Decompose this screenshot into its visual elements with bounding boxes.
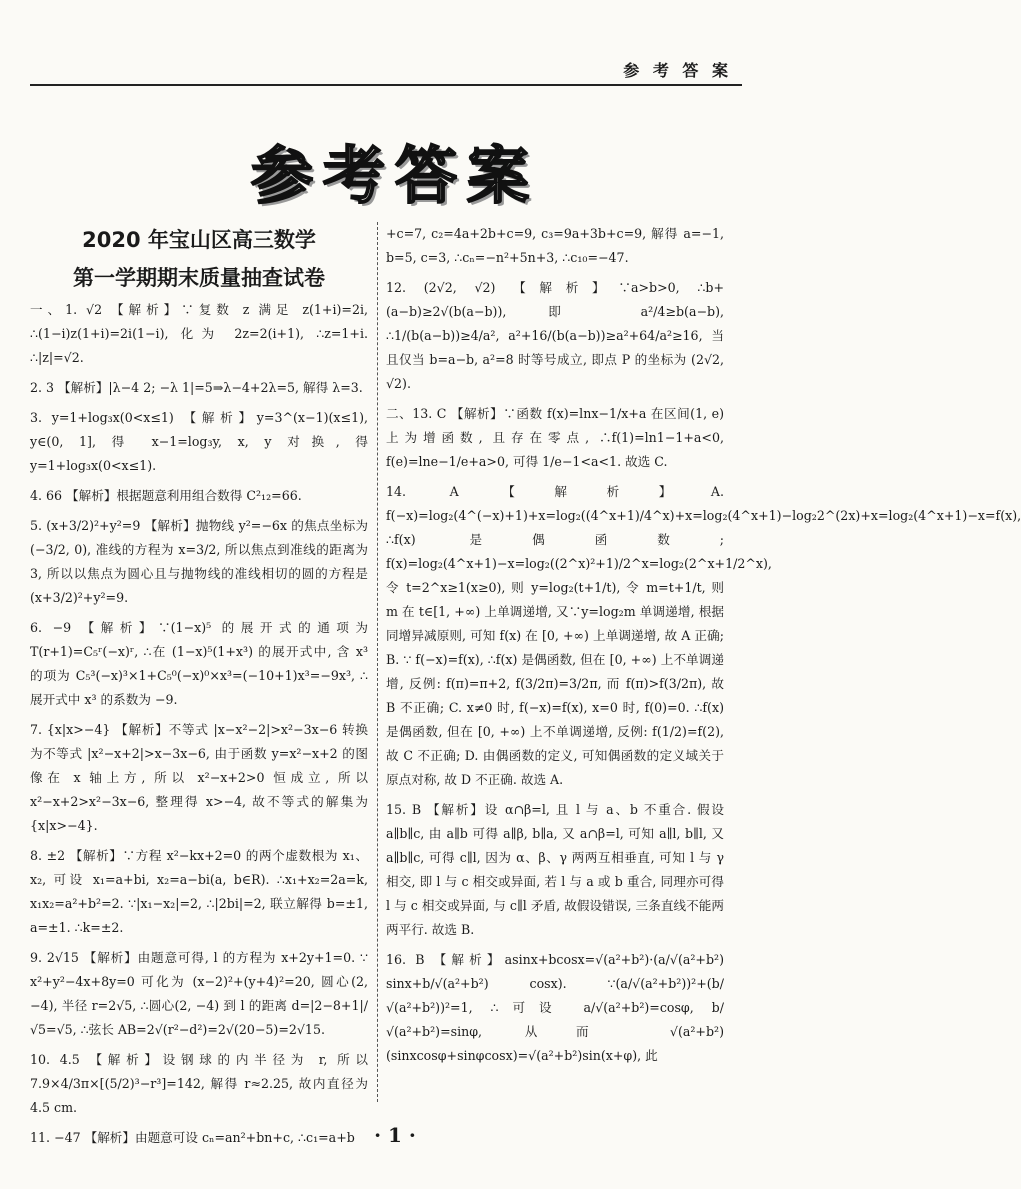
banner-title: 参考答案 xyxy=(250,139,539,212)
answer-item: 10. 4.5 【解析】设钢球的内半径为 r, 所以 7.9×4/3π×[(5/2)³−r³]=142, 解得 r≈2.25, 故内直径为 4.5 cm. xyxy=(30,1052,368,1115)
header-title: 参 考 答 案 xyxy=(623,61,732,80)
answer-item: 12. (2√2, √2) 【解析】∵a>b>0, ∴b+(a−b)≥2√(b(a−b)), 即 a²/4≥b(a−b), ∴1/(b(a−b))≥4/a², a²+16/(b(a−b))≥a²+64/a²≥16, 当且仅当 b=a−b, a²=8 时等号成立, 即点 P 的坐标为 (2√2, √2). xyxy=(386,280,724,391)
answer-item: 4. 66 【解析】根据题意利用组合数得 C²₁₂=66. xyxy=(30,488,302,503)
exam-title-line2: 第一学期期末质量抽查试卷 xyxy=(73,266,325,290)
answer-item: +c=7, c₂=4a+2b+c=9, c₃=9a+3b+c=9, 解得 a=−1, b=5, c=3, ∴cₙ=−n²+5n+3, ∴c₁₀=−47. xyxy=(386,226,724,265)
exam-title-line1: 2020 年宝山区高三数学 xyxy=(82,228,316,252)
answer-item: 9. 2√15 【解析】由题意可得, l 的方程为 x+2y+1=0. ∵ x²+y²−4x+8y=0 可化为 (x−2)²+(y+4)²=20, 圆心(2, −4), 半径 r=2√5, ∴圆心(2, −4) 到 l 的距离 d=|2−8+1|/√5=√5, ∴弦长 AB=2√(r²−d²)=2√(20−5)=2√15. xyxy=(30,950,368,1037)
column-divider xyxy=(377,222,378,1102)
answer-item: 2. 3 【解析】|λ−4 2; −λ 1|=5⇒λ−4+2λ=5, 解得 λ=3. xyxy=(30,380,363,395)
answer-item: 7. {x|x>−4} 【解析】不等式 |x−x²−2|>x²−3x−6 转换为不等式 |x²−x+2|>x−3x−6, 由于函数 y=x²−x+2 的图像在 x 轴上方, 所以 x²−x+2>0 恒成立, 所以 x²−x+2>x²−3x−6, 整理得 x>−4, 故不等式的解集为 {x|x>−4}. xyxy=(30,722,368,833)
answer-item: 16. B 【解析】asinx+bcosx=√(a²+b²)·(a/√(a²+b²) sinx+b/√(a²+b²) cosx). ∵(a/√(a²+b²))²+(b/√(a²+b²))²=1, ∴可设 a/√(a²+b²)=cosφ, b/√(a²+b²)=sinφ, 从而 √(a²+b²)(sinxcosφ+sinφcosx)=√(a²+b²)sin(x+φ), 此 xyxy=(386,952,724,1063)
answer-item: 6. −9 【解析】∵(1−x)⁵ 的展开式的通项为 T(r+1)=C₅ʳ(−x)ʳ, ∴在 (1−x)⁵(1+x³) 的展开式中, 含 x³ 的项为 C₅³(−x)³×1+C₅⁰(−x)⁰×x³=(−10+1)x³=−9x³, ∴展开式中 x³ 的系数为 −9. xyxy=(30,620,368,707)
answer-item: 11. −47 【解析】由题意可设 cₙ=an²+bn+c, ∴c₁=a+b xyxy=(30,1130,355,1145)
page-header xyxy=(30,50,742,86)
right-column xyxy=(386,222,1021,1109)
answer-item: 8. ±2 【解析】∵方程 x²−kx+2=0 的两个虚数根为 x₁、x₂, 可设 x₁=a+bi, x₂=a−bi(a, b∈R). ∴x₁+x₂=2a=k, x₁x₂=a²+b²=2. ∵|x₁−x₂|=2, ∴|2bi|=2, 联立解得 b=±1, a=±1. ∴k=±2. xyxy=(30,848,368,935)
page-number: · 1 · xyxy=(374,1123,416,1147)
answer-item: 14. A 【解析】A. f(−x)=log₂(4^(−x)+1)+x=log₂((4^x+1)/4^x)+x=log₂(4^x+1)−log₂2^(2x)+x=log₂(4^x+1)−x=f(x), ∴f(x) 是偶函数; f(x)=log₂(4^x+1)−x=log₂((2^x)²+1)/2^x=log₂(2^x+1/2^x), 令 t=2^x≥1(x≥0), 则 y=log₂(t+1/t), 令 m=t+1/t, 则 m 在 t∈[1, +∞) 上单调递增, 又∵y=log₂m 单调递增, 根据同增异减原则, 可知 f(x) 在 [0, +∞) 上单调递增, 故 A 正确; B. ∵ f(−x)=f(x), ∴f(x) 是偶函数, 但在 [0, +∞) 上不单调递增, 反例: f(π)=π+2, f(3/2π)=3/2π, 而 f(π)>f(3/2π), 故 B 不正确; C. x≠0 时, f(−x)=f(x), x=0 时, f(0)=0. ∴f(x) 是偶函数, 但在 [0, +∞) 上不单调递增, 反例: f(1/2)=f(2), 故 C 不正确; D. 由偶函数的定义, 可知偶函数的定义域关于原点对称, 故 D 不正确. 故选 A. xyxy=(386,484,1021,787)
answer-item: 二、13. C 【解析】∵函数 f(x)=lnx−1/x+a 在区间(1, e)上为增函数, 且存在零点, ∴f(1)=ln1−1+a<0, f(e)=lne−1/e+a>0, 可得 1/e−1<a<1. 故选 C. xyxy=(386,406,724,469)
left-column xyxy=(30,222,368,1145)
answer-item: 3. y=1+log₃x(0<x≤1) 【解析】y=3^(x−1)(x≤1), y∈(0, 1], 得 x−1=log₃y, x, y 对换, 得 y=1+log₃x(0<x≤1). xyxy=(30,410,368,473)
answer-item: 一、1. √2 【解析】∵复数 z 满足 z(1+i)=2i, ∴(1−i)z(1+i)=2i(1−i), 化为 2z=2(i+1), ∴z=1+i. ∴|z|=√2. xyxy=(30,302,368,365)
answer-item: 15. B 【解析】设 α∩β=l, 且 l 与 a、b 不重合. 假设 a∥b∥c, 由 a∥b 可得 a∥β, b∥a, 又 a∩β=l, 可知 a∥l, b∥l, 又 a∥b∥c, 可得 c∥l, 因为 α、β、γ 两两互相垂直, 可知 l 与 γ 相交, 即 l 与 c 相交或异面, 若 l 与 a 或 b 重合, 同理亦可得 l 与 c 相交或异面, 与 c∥l 矛盾, 故假设错误, 三条直线不能两两平行. 故选 B. xyxy=(386,802,724,937)
answer-item: 5. (x+3/2)²+y²=9 【解析】抛物线 y²=−6x 的焦点坐标为 (−3/2, 0), 准线的方程为 x=3/2, 所以焦点到准线的距离为 3, 所以以焦点为圆心且与抛物线的准线相切的圆的方程是 (x+3/2)²+y²=9. xyxy=(30,518,368,605)
